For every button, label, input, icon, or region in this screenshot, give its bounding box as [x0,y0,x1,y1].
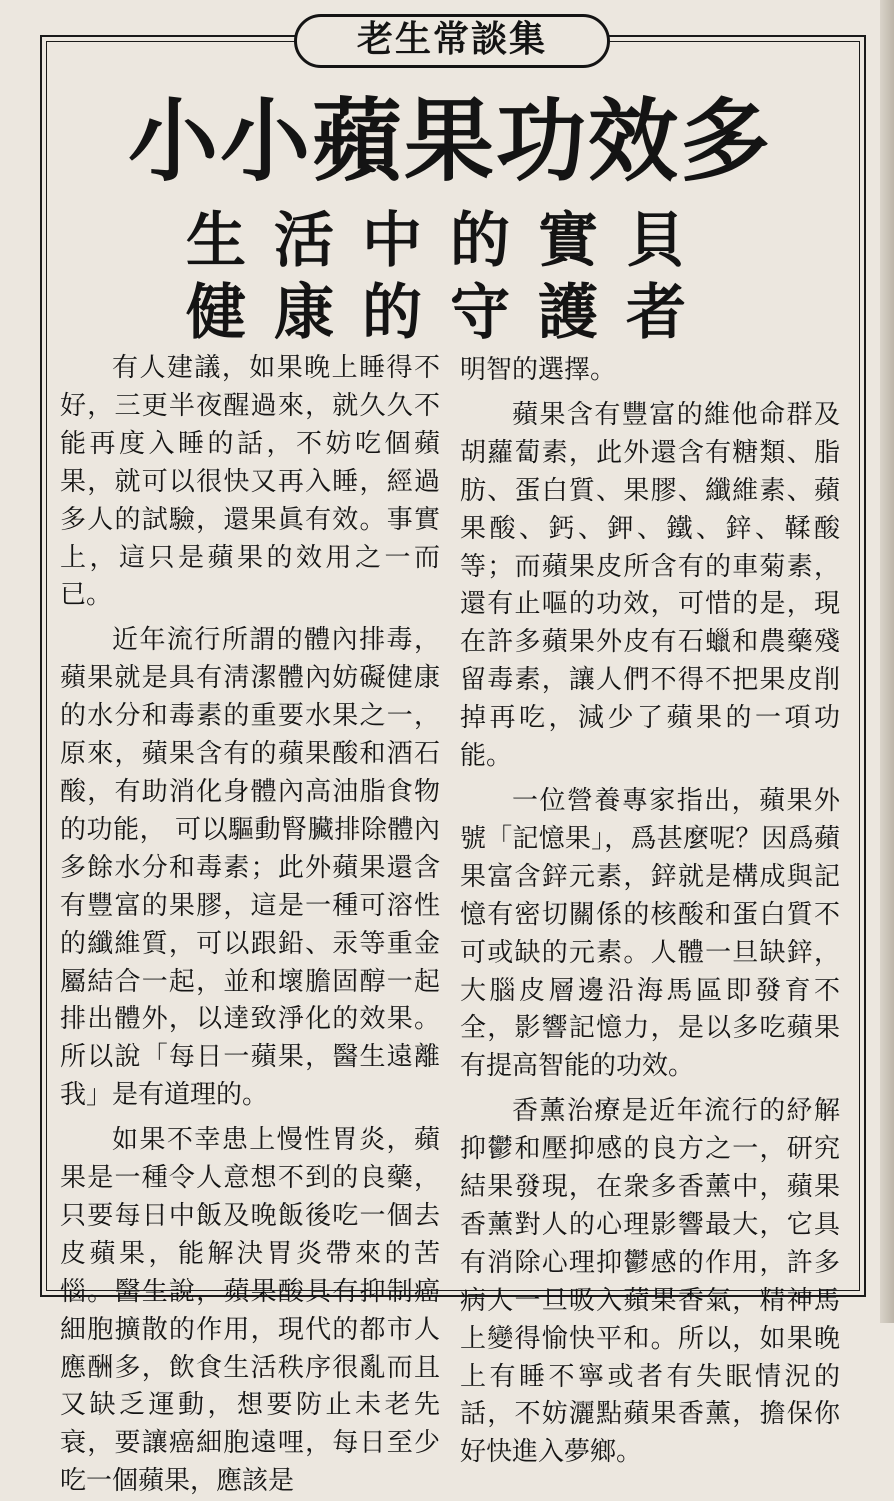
paragraph: 一位營養專家指出，蘋果外號「記憶果」，爲甚麼呢？因爲蘋果富含鋅元素，鋅就是構成與記憶有密切關係的核酸和蛋白質不可或缺的元素。人體一旦缺鋅，大腦皮層邊沿海馬區即發育不全，影響記憶力，是以多吃蘋果有提高智能的功效。 [460,785,840,1082]
paper-edge [880,0,894,1323]
paragraph: 香薰治療是近年流行的紓解抑鬱和壓抑感的良方之一，研究結果發現，在衆多香薰中，蘋果香薰對人的心理影響最大，它具有消除心理抑鬱感的作用，許多病人一旦吸入蘋果香氣，精神馬上變得愉快平和。所以，如果晚上有睡不寧或者有失眠情況的話，不妨灑點蘋果香薰，擔保你好快進入夢鄉。 [460,1096,840,1468]
paragraph: 近年流行所謂的體內排毒，蘋果就是具有淸潔體內妨礙健康的水分和毒素的重要水果之一，原來，蘋果含有的蘋果酸和酒石酸，有助消化身體內高油脂食物的功能， 可以驅動腎臟排除體內多餘水分和毒素；此外蘋果還含有豐富的果膠，這是一種可溶性的纖維質，可以跟鉛、汞等重金屬結合一起，並和壞膽固醇一起排出體外，以達致淨化的效果。所以說「每日一蘋果，醫生遠離我」是有道理的。 [60,625,440,1111]
paragraph: 有人建議，如果晚上睡得不好，三更半夜醒過來，就久久不能再度入睡的話，不妨吃個蘋果，就可以很快又再入睡，經過多人的試驗，還果眞有效。事實上，這只是蘋果的效用之一而已。 [60,353,440,611]
paragraph: 如果不幸患上慢性胃炎，蘋果是一種令人意想不到的良藥，只要每日中飯及晚飯後吃一個去皮蘋果，能解決胃炎帶來的苦惱。醫生說，蘋果酸具有抑制癌細胞擴散的作用，現代的都市人應酬多，飲食生活秩序很亂而且又缺乏運動，想要防止未老先衰，要讓癌細胞遠哩，每日至少吃一個蘋果，應該是 [60,1125,440,1497]
paragraph: 蘋果含有豐富的維他命群及胡蘿蔔素，此外還含有糖類、脂肪、蛋白質、果膠、纖維素、蘋果酸、鈣、鉀、鐵、鋅、鞣酸等；而蘋果皮所含有的車菊素，還有止嘔的功效，可惜的是，現在許多蘋果外皮有石蠟和農藥殘留毒素，讓人們不得不把果皮削掉再吃，減少了蘋果的一項功能。 [460,399,840,772]
column-label: 老生常談集 [294,14,610,68]
headline: 小小蘋果功效多 [128,89,772,194]
subheadline-2: 健康的守護者 [186,278,714,348]
left-column [60,350,440,1501]
right-column [460,352,840,1472]
paragraph-continued: 明智的選擇。 [460,355,617,385]
subheadline-1: 生活中的實貝 [186,206,714,276]
